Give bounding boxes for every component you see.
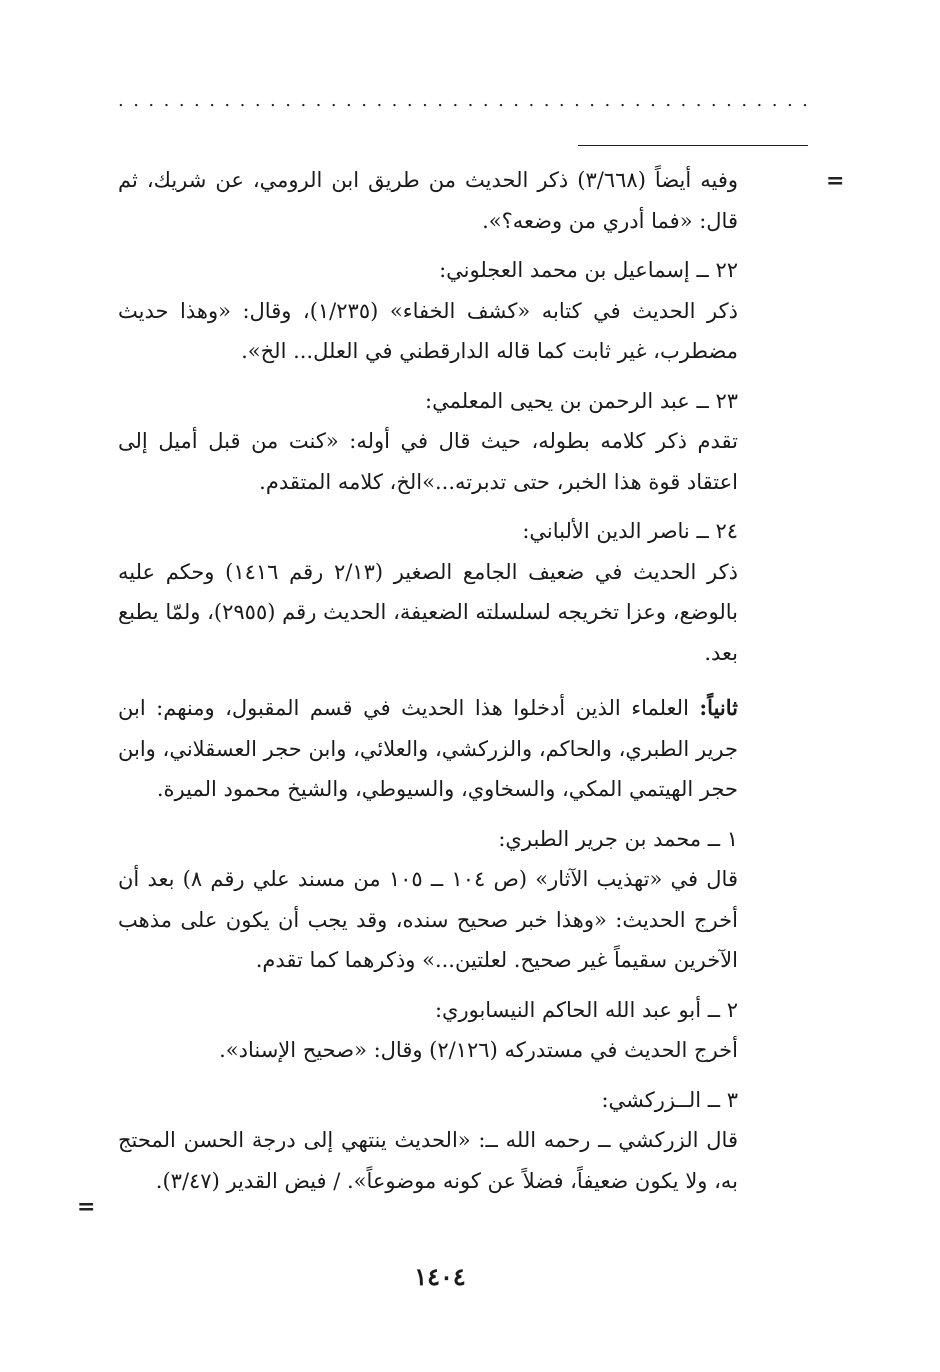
entry-body-23: تقدم ذكر كلامه بطوله، حيث قال في أوله: «كنت من قبل أميل إلى اعتقاد قوة هذا الخبر، حتى تدبرته...»الخ، كلامه المتقدم. (118, 429, 738, 494)
entry-heading-2: ٢ ــ أبو عبد الله الحاكم النيسابوري: (434, 997, 738, 1022)
continuation-mark-bottom: = (77, 1194, 96, 1220)
section-second-paragraph (118, 688, 738, 810)
entry-body-3: قال الزركشي ــ رحمه الله ــ: «الحديث ينتهي إلى درجة الحسن المحتج به، ولا يكون ضعيفاً، فضلاً عن كونه موضوعاً». / فيض القدير (٣/٤٧). (118, 1128, 738, 1193)
footnote-separator-rule (578, 145, 808, 146)
paragraph-intro: وفيه أيضاً (٣/٦٦٨) ذكر الحديث من طريق ابن الرومي، عن شريك، ثم قال: «فما أدري من وضعه؟». (118, 168, 739, 233)
entry-heading-23: ٢٣ ــ عبد الرحمن بن يحيى المعلمي: (425, 388, 738, 413)
entry-heading-1: ١ ــ محمد بن جرير الطبري: (498, 826, 738, 851)
header-dotted-line: . . . . . . . . . . . . . . . . . . . . . . . . . . . . . . . . . . . . . . . . . . . . . . (118, 90, 808, 111)
entry-body-2: أخرج الحديث في مستدركه (٢/١٢٦) وقال: «صحيح الإسناد». (219, 1038, 738, 1062)
page-number: ١٤٠٤ (414, 1262, 466, 1291)
section-second-text: العلماء الذين أدخلوا هذا الحديث في قسم المقبول، ومنهم: ابن جرير الطبري، والحاكم، والزركشي، والعلائي، وابن حجر العسقلاني، وابن حجر الهيتمي المكي، والسخاوي، والسيوطي، والشيخ محمود الميرة. (118, 696, 738, 801)
entry-heading-22: ٢٢ ــ إسماعيل بن محمد العجلوني: (439, 258, 738, 282)
entry-body-1: قال في «تهذيب الآثار» (ص ١٠٤ ــ ١٠٥ من مسند علي رقم ٨) بعد أن أخرج الحديث: «وهذا خبر صحيح سنده، وقد يجب أن يكون على مذهب الآخرين سقيماً غير صحيح. لعلتين...» وذكرهما كما تقدم. (118, 867, 738, 972)
entry-body-24: ذكر الحديث في ضعيف الجامع الصغير (٢/١٣ رقم ١٤١٦) وحكم عليه بالوضع، وعزا تخريجه لسلسلته الضعيفة، الحديث رقم (٢٩٥٥)، ولمّا يطبع بعد. (118, 559, 738, 665)
continuation-mark-top: = (826, 168, 845, 194)
entry-body-22: ذكر الحديث في كتابه «كشف الخفاء» (١/٢٣٥)، وقال: «وهذا حديث مضطرب، غير ثابت كما قاله الدارقطني في العلل... الخ». (118, 298, 738, 363)
section-second-lead: ثانياً: (699, 695, 738, 720)
entry-heading-3: ٣ ــ الــزركشي: (601, 1087, 738, 1112)
entry-heading-24: ٢٤ ــ ناصر الدين الألباني: (522, 519, 738, 543)
page-body (118, 160, 738, 1201)
